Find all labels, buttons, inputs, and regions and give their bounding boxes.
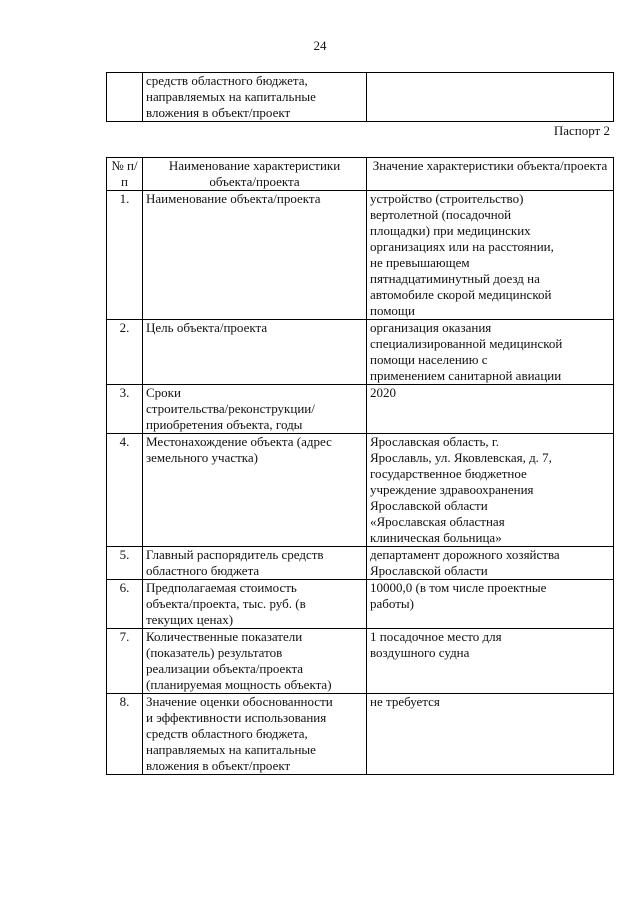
row-name: Предполагаемая стоимость объекта/проекта, тыс. руб. (в текущих ценах) (143, 580, 367, 629)
table-header-row (107, 158, 614, 191)
table-row (107, 580, 614, 629)
row-value: организация оказания специализированной медицинской помощи населению с применением санитарной авиации (367, 320, 614, 385)
row-name: Сроки строительства/реконструкции/ приобретения объекта, годы (143, 385, 367, 434)
header-value: Значение характеристики объекта/проекта (367, 158, 614, 191)
row-number (107, 73, 143, 122)
row-name: Главный распорядитель средств областного бюджета (143, 547, 367, 580)
row-name: средств областного бюджета, направляемых на капитальные вложения в объект/проект (143, 73, 367, 122)
row-name: Цель объекта/проекта (143, 320, 367, 385)
row-number: 7. (107, 629, 143, 694)
row-number: 1. (107, 191, 143, 320)
passport-table (106, 157, 614, 775)
row-value (367, 73, 614, 122)
table-row (107, 73, 614, 122)
row-value: устройство (строительство) вертолетной (посадочной площадки) при медицинских организациях или на расстоянии, не превышающем пятнадцатиминутный доезд на автомобиле скорой медицинской помощи (367, 191, 614, 320)
row-value: Ярославская область, г. Ярославль, ул. Яковлевская, д. 7, государственное бюджетное учреждение здравоохранения Ярославской области «Ярославская областная клиническая больница» (367, 434, 614, 547)
row-number: 8. (107, 694, 143, 775)
row-number: 5. (107, 547, 143, 580)
header-number: № п/п (107, 158, 143, 191)
page-number: 24 (313, 38, 327, 53)
row-number: 4. (107, 434, 143, 547)
table-row (107, 629, 614, 694)
table-row (107, 547, 614, 580)
row-name: Местонахождение объекта (адрес земельного участка) (143, 434, 367, 547)
table-row (107, 385, 614, 434)
row-value: 10000,0 (в том числе проектные работы) (367, 580, 614, 629)
table-row (107, 694, 614, 775)
continuation-table (106, 72, 614, 122)
table-row (107, 191, 614, 320)
row-value: 1 посадочное место для воздушного судна (367, 629, 614, 694)
table-row (107, 434, 614, 547)
row-number: 3. (107, 385, 143, 434)
row-name: Наименование объекта/проекта (143, 191, 367, 320)
table-row (107, 320, 614, 385)
header-name: Наименование характеристики объекта/проекта (143, 158, 367, 191)
row-number: 2. (107, 320, 143, 385)
row-value: не требуется (367, 694, 614, 775)
passport-label: Паспорт 2 (553, 123, 610, 138)
row-name: Количественные показатели (показатель) результатов реализации объекта/проекта (планируемая мощность объекта) (143, 629, 367, 694)
row-name: Значение оценки обоснованности и эффективности использования средств областного бюджета, направляемых на капитальные вложения в объект/проект (143, 694, 367, 775)
row-value: департамент дорожного хозяйства Ярославской области (367, 547, 614, 580)
row-value: 2020 (367, 385, 614, 434)
row-number: 6. (107, 580, 143, 629)
